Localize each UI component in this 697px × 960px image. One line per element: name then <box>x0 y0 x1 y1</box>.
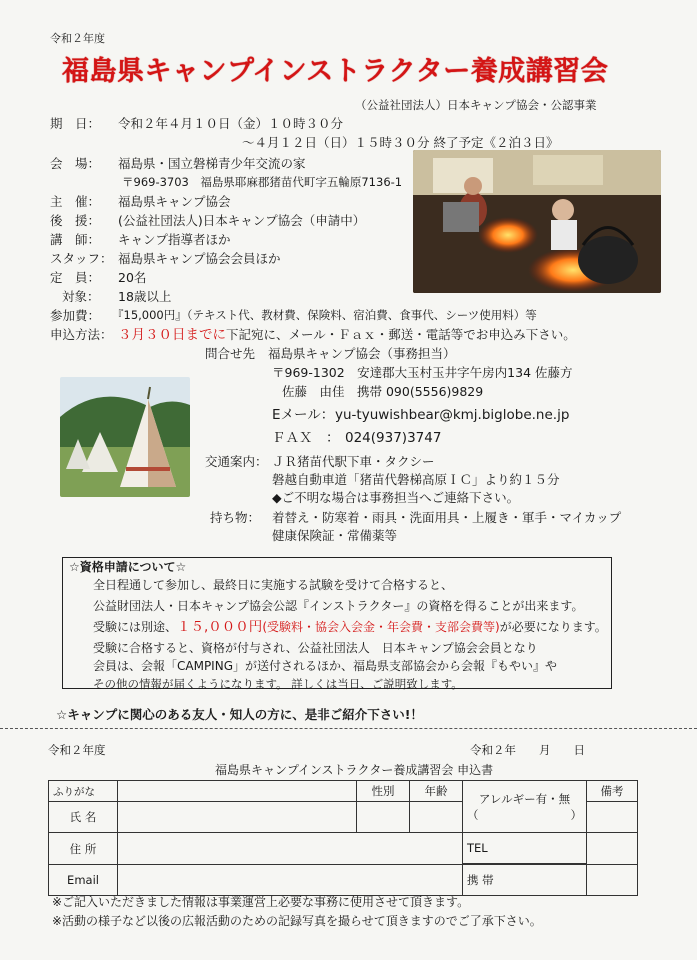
support: (公益社団法人)日本キャンプ協会（申請中） <box>118 213 366 228</box>
apply-text: 下記宛に、メール・Ｆａｘ・郵送・電話等でお申込み下さい。 <box>226 327 576 342</box>
email-label: Eメール： <box>272 407 335 423</box>
access-line-2: 磐越自動車道「猪苗代磐梯高原ＩＣ」より約１５分 <box>272 472 560 487</box>
fee-label: 参加費： <box>50 308 101 323</box>
contact-org: 福島県キャンプ協会（事務担当） <box>268 346 456 361</box>
allergy-label: アレルギー有・無 <box>478 791 571 806</box>
remarks-extra-field[interactable] <box>587 833 638 865</box>
address-label: 住 所 <box>49 833 118 865</box>
qualification-fee-prefix: 受験には別途、 <box>93 620 178 634</box>
date-line-1: 令和２年４月１０日（金）１０時３０分 <box>118 116 344 131</box>
qualification-line-4: 受験に合格すると、資格が付与され、公益社団法人 日本キャンプ協会会員となり <box>93 641 538 655</box>
gender-label: 性別 <box>357 781 410 802</box>
referral-note: ☆キャンプに関心のある友人・知人の方に、是非ご紹介下さい!！ <box>56 707 423 722</box>
staff-label: スタッフ： <box>50 251 113 266</box>
target-label: 対象： <box>62 289 100 304</box>
qualification-fee-breakdown: (受験料・協会入会金・年会費・支部会費等) <box>262 620 500 634</box>
furigana-field[interactable] <box>118 781 357 802</box>
application-form <box>48 780 638 896</box>
cut-line <box>0 728 697 729</box>
mobile-label: 携 帯 <box>463 865 587 896</box>
footnote-2: ※活動の様子など以後の広報活動のための記録写真を撮らせて頂きますのでご了承下さい。 <box>52 914 542 928</box>
contact-address: 〒969-1302 安達郡大玉村玉井字午房内134 佐藤方 <box>272 365 573 380</box>
qualification-heading: ☆資格申請について☆ <box>69 560 187 574</box>
qualification-line-2: 公益財団法人・日本キャンプ協会公認『インストラクター』の資格を得ることが出来ます。 <box>93 599 584 613</box>
items-line-2: 健康保険証・常備薬等 <box>272 528 398 543</box>
gender-field[interactable] <box>357 802 410 833</box>
capacity: 20名 <box>118 270 147 285</box>
mobile-field[interactable] <box>587 865 638 896</box>
access-line-1: ＪＲ猪苗代駅下車・タクシー <box>272 454 435 469</box>
allergy-paren: （ ） <box>467 807 582 822</box>
items-label: 持ち物： <box>210 510 261 525</box>
fax-value: 024(937)3747 <box>345 430 442 446</box>
qualification-line-6: その他の情報が届くようになります。 詳しくは当日、ご説明致します。 <box>93 677 463 691</box>
apply-deadline: ３月３０日までに <box>118 327 226 343</box>
remarks-label: 備考 <box>587 781 638 802</box>
date-line-2: ～４月１２日（日）１５時３０分 終了予定《２泊３日》 <box>242 135 559 150</box>
qualification-fee-amount: １５,０００円 <box>177 619 263 635</box>
campfire-photo <box>413 150 661 293</box>
sponsor-line: （公益社団法人）日本キャンプ協会・公認事業 <box>355 98 597 112</box>
form-title: 福島県キャンプインストラクター養成講習会 申込書 <box>215 763 494 777</box>
organizer-label: 主 催： <box>50 194 101 209</box>
apply-label: 申込方法： <box>50 327 113 342</box>
email-form-label: Email <box>49 865 118 896</box>
target: 18歳以上 <box>118 289 172 304</box>
qualification-line-1: 全日程通して参加し、最終日に実施する試験を受けて合格すると、 <box>93 578 454 592</box>
tent-photo <box>60 377 190 497</box>
venue-label: 会 場： <box>50 156 101 171</box>
contact-person: 佐藤 由佳 携帯 090(5556)9829 <box>282 384 484 399</box>
support-label: 後 援： <box>50 213 101 228</box>
footnote-1: ※ご記入いただきました情報は事業運営上必要な事務に使用させて頂きます。 <box>52 895 470 909</box>
qualification-line-5: 会員は、会報「CAMPING」が送付されるほか、福島県支部協会から会報『もやい』や <box>93 659 557 673</box>
remarks-field[interactable] <box>587 802 638 833</box>
apply-line <box>118 326 576 344</box>
staff: 福島県キャンプ協会会員ほか <box>118 251 281 266</box>
fax-label: ＦＡＸ ： <box>272 430 340 446</box>
tel-label: TEL <box>463 833 587 864</box>
access-label: 交通案内： <box>205 454 268 469</box>
email-value: yu-tyuwishbear@kmj.biglobe.ne.jp <box>335 407 570 423</box>
lecturer: キャンプ指導者ほか <box>118 232 231 247</box>
form-date: 令和２年 月 日 <box>470 743 585 757</box>
date-label: 期 日： <box>50 116 101 131</box>
age-label: 年齢 <box>410 781 463 802</box>
venue-name: 福島県・国立磐梯青少年交流の家 <box>118 156 306 171</box>
venue-address: 〒969-3703 福島県耶麻郡猪苗代町字五輪原7136-1 <box>122 175 403 189</box>
age-field[interactable] <box>410 802 463 833</box>
lecturer-label: 講 師： <box>50 232 101 247</box>
header-era: 令和２年度 <box>50 32 105 45</box>
name-field[interactable] <box>118 802 357 833</box>
qualification-fee-suffix: が必要になります。 <box>499 620 607 634</box>
capacity-label: 定 員： <box>50 270 101 285</box>
address-field[interactable] <box>118 833 463 865</box>
name-label: 氏 名 <box>49 802 118 833</box>
form-era: 令和２年度 <box>48 743 106 757</box>
fee: 『15,000円』（テキスト代、教材費、保険料、宿泊費、食事代、シーツ使用料）等 <box>112 308 537 322</box>
items-line-1: 着替え・防寒着・雨具・洗面用具・上履き・軍手・マイカップ <box>272 510 622 525</box>
page-title: 福島県キャンプインストラクター養成講習会 <box>62 56 609 87</box>
qualification-box <box>62 557 612 689</box>
qualification-line-3 <box>93 619 611 636</box>
access-line-3: ◆ご不明な場合は事務担当へご連絡下さい。 <box>272 490 520 505</box>
allergy-field[interactable] <box>463 781 587 833</box>
organizer: 福島県キャンプ協会 <box>118 194 231 209</box>
email-form-field[interactable] <box>118 865 463 896</box>
furigana-label: ふりがな <box>49 781 118 802</box>
contact-label: 問合せ先 <box>205 346 256 361</box>
